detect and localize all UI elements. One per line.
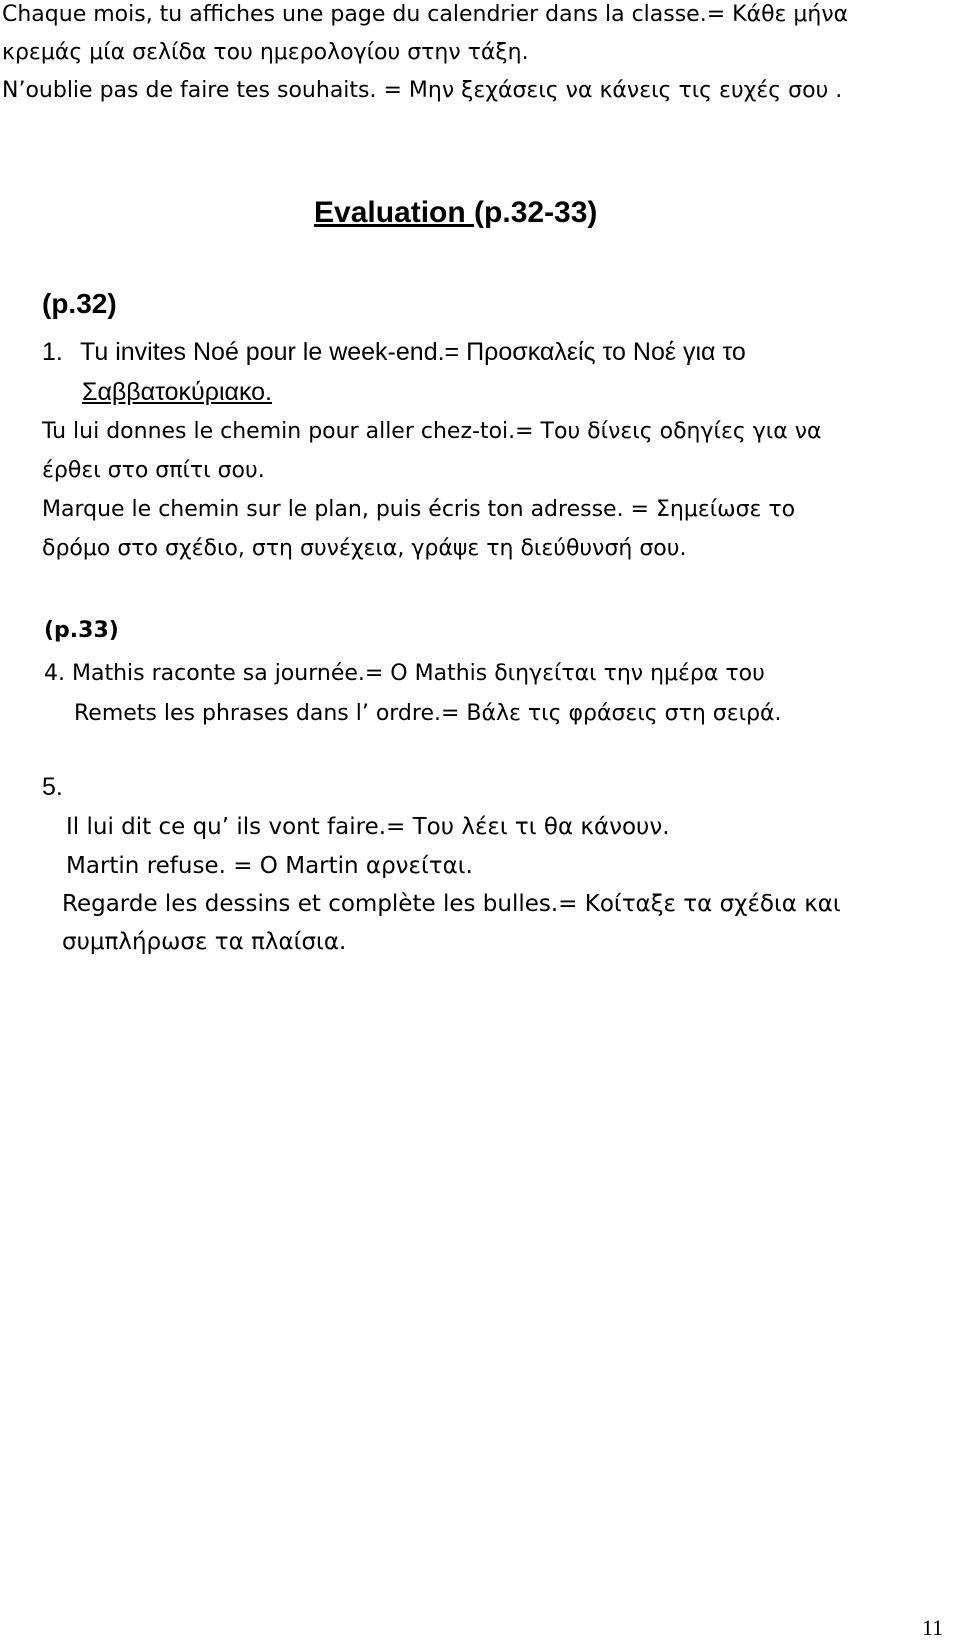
section-p32-line-5: Marque le chemin sur le plan, puis écris ton adresse. = Σημείωσε το xyxy=(42,497,796,522)
item-1-line-2: Σαββατοκύριακο. xyxy=(82,378,272,406)
item-5-line-1: Il lui dit ce qu’ ils vont faire.= Του λέει τι θα κάνουν. xyxy=(66,814,670,840)
item-4-line-2: Remets les phrases dans l’ ordre.= Βάλε τις φράσεις στη σειρά. xyxy=(74,701,782,726)
page-title-underlined: Evaluation xyxy=(314,196,475,229)
item-5-line-4: συμπλήρωσε τα πλαίσια. xyxy=(62,929,347,955)
item-5-line-3: Regarde les dessins et complète les bulles.= Κοίταξε τα σχέδια και xyxy=(62,891,841,917)
intro-line-2: κρεμάς μία σελίδα του ημερολογίου στην τάξη. xyxy=(2,40,529,65)
page-number: 11 xyxy=(922,1615,944,1640)
page-title-pages: (p.32-33) xyxy=(474,196,598,229)
section-p33-heading: (p.33) xyxy=(44,618,119,643)
page-title xyxy=(314,198,597,228)
section-p32-line-6: δρόμο στο σχέδιο, στη συνέχεια, γράψε τη διεύθυνσή σου. xyxy=(42,536,687,561)
item-4-line-1: 4. Mathis raconte sa journée.= O Mathis διηγείται την ημέρα του xyxy=(44,661,765,686)
item-1-line-1: Tu invites Noé pour le week-end.= Προσκαλείς το Νοέ για το xyxy=(80,338,746,366)
item-1-number: 1. xyxy=(42,338,63,366)
intro-line-3: N’oublie pas de faire tes souhaits. = Μην ξεχάσεις να κάνεις τις ευχές σου . xyxy=(2,78,843,103)
section-p32-line-3: Tu lui donnes le chemin pour aller chez-toi.= Του δίνεις οδηγίες για να xyxy=(42,419,822,444)
section-p32-heading: (p.32) xyxy=(42,288,117,319)
item-5-number: 5. xyxy=(42,773,63,801)
item-5-line-2: Martin refuse. = O Martin αρνείται. xyxy=(66,853,473,879)
intro-line-1: Chaque mois, tu affiches une page du calendrier dans la classe.= Κάθε μήνα xyxy=(2,2,849,27)
section-p32-line-4: έρθει στο σπίτι σου. xyxy=(42,458,265,483)
